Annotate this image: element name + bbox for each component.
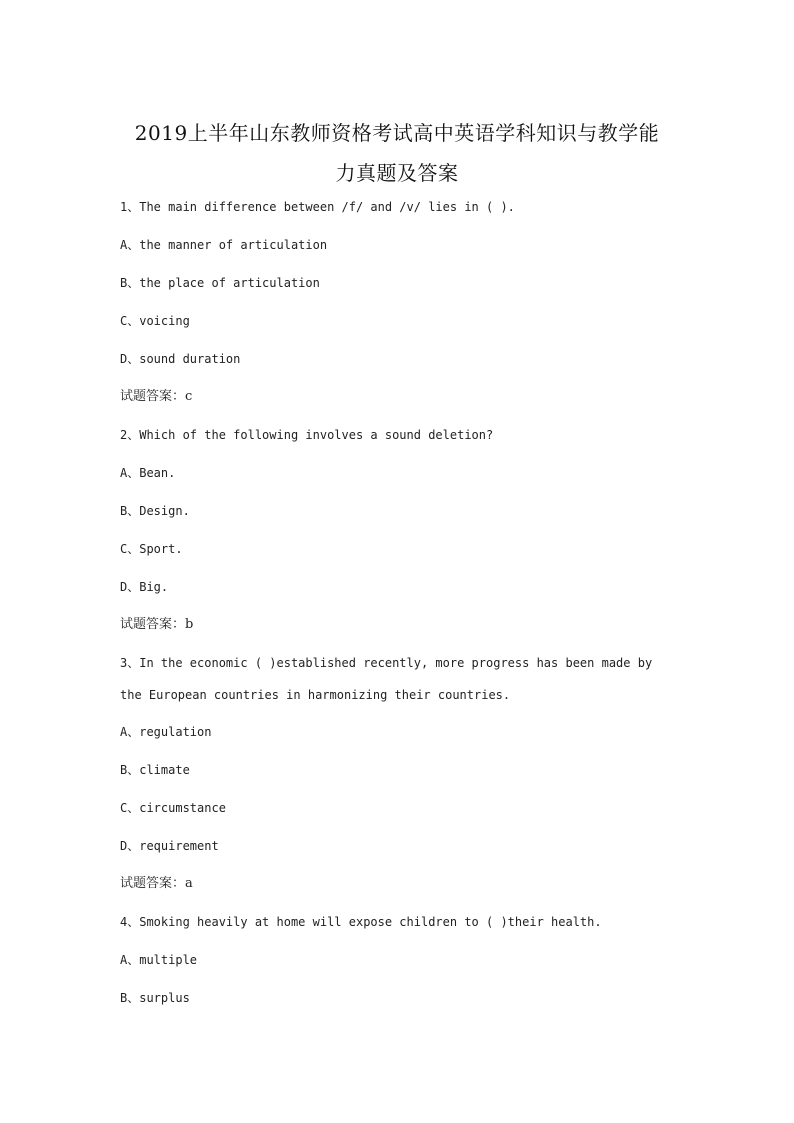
option-b: B、Design. xyxy=(120,504,190,518)
question-1 xyxy=(120,198,680,406)
option-d: D、sound duration xyxy=(120,352,241,366)
option-a: A、regulation xyxy=(120,725,212,739)
title-line-1: 2019上半年山东教师资格考试高中英语学科知识与教学能 xyxy=(134,121,660,145)
question-3 xyxy=(120,647,680,893)
question-stem: 3、In the economic ( )established recently, more progress has been made by the European countries in harmonizing their countries. xyxy=(120,656,660,702)
option-b: B、climate xyxy=(120,763,190,777)
option-d: D、requirement xyxy=(120,839,219,853)
option-c: C、Sport. xyxy=(120,542,183,556)
option-a: A、the manner of articulation xyxy=(120,238,328,252)
question-list xyxy=(120,198,680,1027)
question-stem: 2、Which of the following involves a sound deletion? xyxy=(120,428,494,442)
question-stem: 4、Smoking heavily at home will expose children to ( )their health. xyxy=(120,915,602,929)
option-d: D、Big. xyxy=(120,580,169,594)
answer-text: 试题答案：a xyxy=(120,876,193,891)
question-stem: 1、The main difference between /f/ and /v/ lies in ( ). xyxy=(120,200,515,214)
answer-text: 试题答案：c xyxy=(120,389,193,404)
option-c: C、circumstance xyxy=(120,801,226,815)
option-a: A、multiple xyxy=(120,953,198,967)
answer-text: 试题答案：b xyxy=(120,617,194,632)
question-4 xyxy=(120,913,680,1007)
question-2 xyxy=(120,426,680,634)
title-line-2: 力真题及答案 xyxy=(335,161,459,185)
option-c: C、voicing xyxy=(120,314,190,328)
option-b: B、surplus xyxy=(120,991,190,1005)
page-title xyxy=(60,113,734,193)
option-b: B、the place of articulation xyxy=(120,276,320,290)
option-a: A、Bean. xyxy=(120,466,176,480)
